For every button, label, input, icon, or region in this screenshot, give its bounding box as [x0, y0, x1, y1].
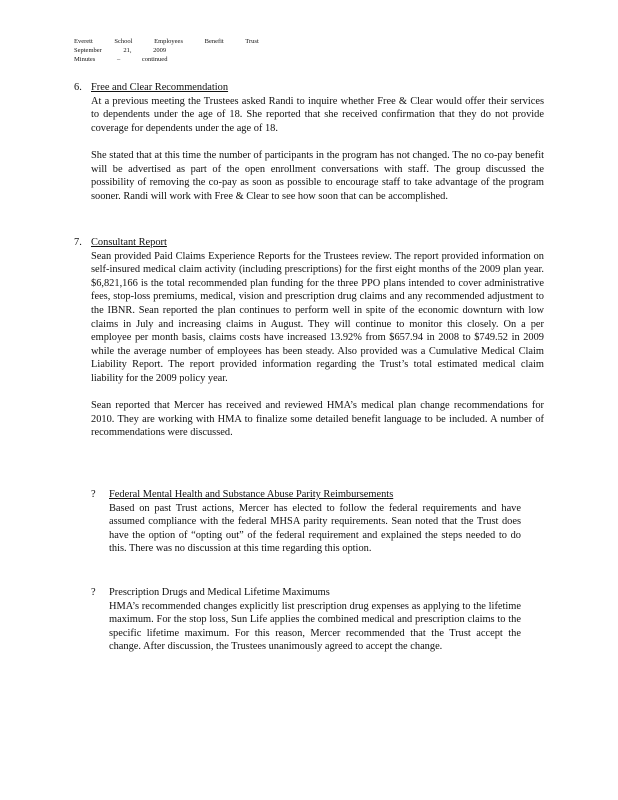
bullet-mark: ?: [91, 587, 96, 598]
bullet-title: Federal Mental Health and Substance Abuse Parity Reimbursements: [109, 489, 394, 500]
paragraph: Sean provided Paid Claims Experience Reports for the Trustees review. The report provided information on self-insured medical claim activity (including prescriptions) for the first eight months of the 2009 plan year. $6,821,166 is the total recommended plan funding for the three PPO plans intended to cover administrative fees, stop-loss premiums, medical, vision and prescription drug claims and any recommended adjustment to the IBNR. Sean reported the plan continues to perform well in spite of the economic downturn with low claims in July and increasing claims in August. They will continue to monitor this closely. On a per employee per month basis, claims costs have increased 13.92% from $657.94 in 2008 to $749.52 in 2009 while the average number of employees has been steady. Also provided was a Cumulative Medical Claim Liability Report. The report provided information regarding the Trust’s total estimated medical claim liability for the 2009 policy year.: [91, 250, 544, 384]
header-word: Benefit: [204, 38, 224, 45]
section-number: 7.: [74, 237, 82, 248]
bullet-body: Based on past Trust actions, Mercer has elected to follow the federal requirements and have assumed compliance with the federal MHSA parity requirements. Sean noted that the Trust does have the option of “opting out” of the federal requirement and explained the steps needed to do this. There was no discussion at this time regarding this option.: [109, 502, 521, 555]
header-word: School: [114, 38, 133, 45]
page-header: [74, 37, 279, 64]
header-word: Minutes: [74, 56, 96, 63]
header-word: 21,: [123, 47, 132, 54]
header-line-1: [74, 37, 279, 46]
section-number: 6.: [74, 82, 82, 93]
paragraph: She stated that at this time the number of participants in the program has not changed. The no co-pay benefit will be advertised as part of the open enrollment conversations with staff. The group discussed the possibility of removing the co-pay as soon as possible to encourage staff to take advantage of the program sooner. Randi will work with Free & Clear to see how soon that can be accomplished.: [91, 149, 544, 202]
header-word: Employees: [154, 38, 183, 45]
bullet-mark: ?: [91, 489, 96, 500]
bullet-title: Prescription Drugs and Medical Lifetime Maximums: [109, 587, 330, 598]
header-word: 2009: [153, 47, 167, 54]
section-body: [91, 95, 544, 217]
header-word: –: [116, 56, 121, 63]
header-word: Trust: [245, 38, 259, 45]
section-body: [91, 250, 544, 454]
section-title: Consultant Report: [91, 237, 167, 248]
paragraph: Sean reported that Mercer has received and reviewed HMA’s medical plan change recommendations for 2010. They are working with HMA to finalize some detailed benefit language to be included. A number of recommendations were discussed.: [91, 400, 544, 439]
header-line-2: [74, 46, 279, 55]
section-title: Free and Clear Recommendation: [91, 82, 229, 93]
header-word: Everett: [74, 38, 93, 45]
header-word: September: [74, 47, 102, 54]
header-word: continued: [141, 56, 168, 63]
header-line-3: [74, 55, 279, 64]
bullet-body: HMA’s recommended changes explicitly list prescription drug expenses as applying to the lifetime maximum. For the stop loss, Sun Life applies the combined medical and prescription claims to the specific lifetime maximum. For this reason, Mercer recommended that the Trust accept the change. After discussion, the Trustees unanimously agreed to accept the change.: [109, 600, 521, 653]
paragraph: At a previous meeting the Trustees asked Randi to inquire whether Free & Clear would offer their services to dependents under the age of 18. She reported that she received confirmation that they do not provide coverage for dependents under the age of 18.: [91, 95, 544, 134]
